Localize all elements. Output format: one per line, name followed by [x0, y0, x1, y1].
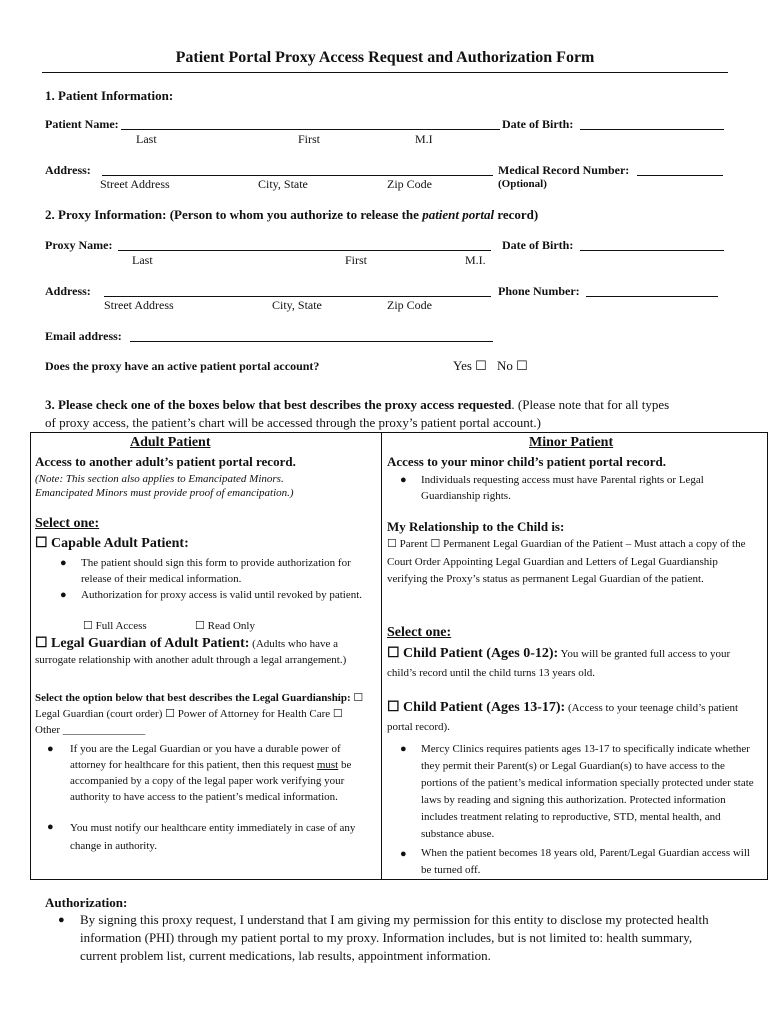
title-rule	[42, 72, 728, 73]
active-yes-checkbox[interactable]: Yes ☐	[453, 358, 487, 373]
minor-bullet-1: Individuals requesting access must have Parental rights or Legal Guardianship rights.	[421, 474, 704, 502]
patient-name-label: Patient Name:	[45, 117, 119, 131]
proxy-email-field[interactable]	[130, 341, 493, 342]
minor-select-one: Select one:	[387, 625, 452, 640]
proxy-email-label: Email address:	[45, 329, 122, 343]
adult-column-title: Adult Patient	[130, 435, 211, 450]
patient-address-field[interactable]	[102, 175, 493, 176]
page-title: Patient Portal Proxy Access Request and Authorization Form	[175, 49, 595, 66]
legal-guardian-adult: ☐ Legal Guardian of Adult Patient: (Adults who have a surrogate relationship with another adult through a legal arrangement.)	[35, 636, 347, 666]
proxy-city-caption: City, State	[272, 298, 322, 312]
patient-address-label: Address:	[45, 163, 91, 177]
minor-subtitle: Access to your minor child’s patient portal record.	[387, 454, 666, 469]
guardianship-options: Select the option below that best describes the Legal Guardianship: ☐ Legal Guardian (court order) ☐ Power of Attorney for Health Care ☐ Other _______________	[35, 692, 364, 736]
proxy-name-label: Proxy Name:	[45, 238, 113, 252]
proxy-zip-caption: Zip Code	[387, 298, 432, 312]
teen-bullet-1: Mercy Clinics requires patients ages 13-17 to specifically indicate whether they permit their Parent(s) or Legal Guardian(s) to have access to the portions of the patient’s medical information specially protected under state laws by reading and signing this authorization. Protected information includes treatment relating to reproductive, STD, mental health, and substance abuse.	[421, 743, 754, 840]
relationship-label: My Relationship to the Child is:	[387, 519, 565, 534]
section3-heading-line2: of proxy access, the patient’s chart will be accessed through the proxy’s patient portal account.)	[45, 415, 541, 430]
patient-first-caption: First	[298, 132, 321, 146]
active-portal-question: Does the proxy have an active patient portal account?	[45, 359, 320, 373]
child-13-17-checkbox[interactable]: ☐ Child Patient (Ages 13-17):	[387, 700, 566, 715]
proxy-phone-field[interactable]	[586, 296, 718, 297]
bullet-icon: ●	[400, 848, 407, 860]
bullet-icon: ●	[47, 743, 54, 755]
access-table-divider	[381, 432, 382, 880]
child-0-12: ☐ Child Patient (Ages 0-12): You will be granted full access to your child’s record until the child turns 13 years old.	[387, 646, 731, 679]
proxy-dob-label: Date of Birth:	[502, 238, 574, 252]
patient-dob-label: Date of Birth:	[502, 117, 574, 131]
proxy-street-caption: Street Address	[104, 298, 174, 312]
proxy-address-field[interactable]	[104, 296, 491, 297]
child-0-12-checkbox[interactable]: ☐ Child Patient (Ages 0-12):	[387, 646, 559, 661]
capable-bullet-2: Authorization for proxy access is valid until revoked by patient.	[81, 589, 363, 601]
patient-mi-caption: M.I	[415, 132, 433, 146]
proxy-mi-caption: M.I.	[465, 253, 486, 267]
minor-column-title: Minor Patient	[529, 435, 614, 450]
patient-city-caption: City, State	[258, 177, 308, 191]
adult-select-one: Select one:	[35, 516, 100, 531]
authorization-text: By signing this proxy request, I understand that I am giving my permission for this entity to disclose my protected health information (PHI) through my patient portal to my proxy. Information includes, but is not limited to: health summary, current problem list, current medications, lab results, appointment information.	[80, 912, 709, 963]
patient-last-caption: Last	[136, 132, 157, 146]
bullet-icon: ●	[58, 914, 65, 926]
section1-heading: 1. Patient Information:	[45, 88, 174, 103]
adult-subtitle: Access to another adult’s patient portal record.	[35, 454, 296, 469]
section3-heading: 3. Please check one of the boxes below that best describes the proxy access requested. (Please note that for all types	[45, 397, 670, 412]
proxy-name-field[interactable]	[118, 250, 491, 251]
active-no-checkbox[interactable]: No ☐	[497, 358, 528, 373]
patient-name-field[interactable]	[121, 129, 500, 130]
mrn-label: Medical Record Number:	[498, 163, 630, 177]
power-of-attorney-option[interactable]: ☐ Power of Attorney for Health Care	[165, 708, 331, 720]
guardian-bullet-1: If you are the Legal Guardian or you have a durable power of attorney for healthcare for this patient, then this request must be accompanied by a copy of the legal paper work verifying your authority to have access to the patient’s medical information.	[70, 743, 352, 803]
bullet-icon: ●	[60, 557, 67, 569]
patient-street-caption: Street Address	[100, 177, 170, 191]
legal-guardian-adult-checkbox[interactable]: ☐ Legal Guardian of Adult Patient:	[35, 636, 250, 651]
authorization-heading: Authorization:	[45, 895, 128, 910]
read-only-checkbox[interactable]: ☐ Read Only	[195, 620, 255, 632]
patient-dob-field[interactable]	[580, 129, 724, 130]
bullet-icon: ●	[47, 821, 54, 833]
capable-bullet-1: The patient should sign this form to provide authorization for release of their medical information.	[81, 557, 351, 585]
relationship-options[interactable]: ☐ Parent ☐ Permanent Legal Guardian of the Patient – Must attach a copy of the Court Order Appointing Legal Guardian and Letters of Legal Guardianship verifying the Proxy’s status as permanent Legal Guardian of the patient.	[387, 538, 746, 585]
capable-adult-checkbox[interactable]: ☐ Capable Adult Patient:	[35, 536, 189, 551]
bullet-icon: ●	[400, 743, 407, 755]
guardian-bullet-2: You must notify our healthcare entity immediately in case of any change in authority.	[70, 822, 356, 852]
mrn-optional-note: (Optional)	[498, 178, 547, 190]
proxy-phone-label: Phone Number:	[498, 284, 580, 298]
bullet-icon: ●	[400, 474, 407, 486]
proxy-last-caption: Last	[132, 253, 153, 267]
proxy-dob-field[interactable]	[580, 250, 724, 251]
teen-bullet-2: When the patient becomes 18 years old, Parent/Legal Guardian access will be turned off.	[421, 847, 750, 876]
adult-note-line1: (Note: This section also applies to Emancipated Minors.	[35, 473, 284, 485]
proxy-address-label: Address:	[45, 284, 91, 298]
patient-zip-caption: Zip Code	[387, 177, 432, 191]
bullet-icon: ●	[60, 589, 67, 601]
child-13-17: ☐ Child Patient (Ages 13-17): (Access to your teenage child’s patient portal record).	[387, 700, 739, 733]
other-guardian-option[interactable]: ☐ Other _______________	[35, 708, 343, 736]
guardian-court-order-option[interactable]: ☐ Legal Guardian (court order)	[35, 692, 364, 720]
proxy-first-caption: First	[345, 253, 368, 267]
mrn-field[interactable]	[637, 175, 723, 176]
adult-note-line2: Emancipated Minors must provide proof of emancipation.)	[35, 487, 294, 499]
full-access-checkbox[interactable]: ☐ Full Access	[83, 620, 147, 632]
section2-heading: 2. Proxy Information: (Person to whom you authorize to release the patient portal record)	[45, 207, 539, 222]
